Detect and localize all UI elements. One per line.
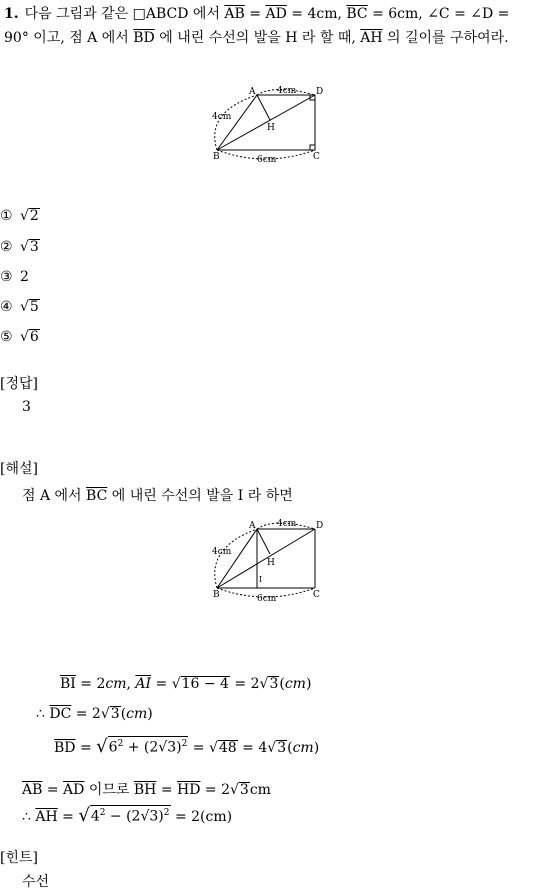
answer-label: [정답]	[0, 376, 38, 392]
choice-5[interactable]	[0, 329, 40, 345]
eq-text: )	[305, 676, 312, 692]
choice-2[interactable]	[0, 239, 40, 255]
eq-text: =	[75, 740, 97, 756]
eq-radicand: 3	[277, 740, 287, 756]
segment-bc: $\overline{BC}$	[346, 6, 368, 22]
eq-unit: cm	[284, 676, 306, 692]
segment-ad: $\overline{AD}$	[63, 782, 85, 798]
choice-radicand: 5	[29, 299, 39, 315]
eq-unit: cm	[105, 676, 127, 692]
choice-number: ⑤	[0, 329, 13, 345]
eq-text: = 4	[237, 740, 268, 756]
segment-ah: $\overline{AH}$	[35, 809, 58, 825]
eq-text: = 2	[71, 706, 101, 722]
fig1-label-left: 4cm	[212, 112, 232, 122]
answer-value: 3	[22, 399, 31, 415]
choice-1[interactable]	[0, 208, 40, 224]
eq-text: (	[287, 740, 293, 756]
eq-radicand: 3	[269, 676, 279, 692]
fig2-label-c: C	[313, 590, 320, 600]
sqrt-sign: √	[20, 239, 29, 255]
fig2-label-h: H	[267, 558, 275, 568]
eq-text: ∴	[22, 809, 36, 825]
sqrt-sign: √	[20, 208, 29, 224]
explanation-text: 에 내린 수선의 발을 I 라 하면	[107, 488, 293, 504]
eq-text: ∴	[36, 706, 50, 722]
eq-text: =	[42, 782, 64, 798]
fig2-label-top: 4cm	[277, 519, 297, 529]
explanation-label: [해설]	[0, 461, 38, 477]
figure-trapezoid-1	[205, 82, 330, 164]
choice-radicand: 2	[29, 208, 39, 224]
eq-text: =	[151, 676, 172, 692]
problem-text: = 4cm,	[286, 6, 347, 22]
eq-radicand: 3	[239, 782, 249, 798]
fig1-label-b: B	[213, 152, 220, 162]
fig2-label-bottom: 6cm	[257, 594, 277, 604]
choice-3[interactable]	[0, 269, 29, 285]
sqrt-sign: √	[259, 676, 269, 692]
segment-bd: $\overline{BD}$	[54, 740, 76, 756]
eq-unit: cm	[249, 782, 271, 798]
eq-radicand: 48	[218, 740, 237, 756]
eq-unit: cm	[126, 706, 148, 722]
eq-text: =	[188, 740, 209, 756]
choice-number: ③	[0, 269, 13, 285]
problem-statement	[4, 2, 532, 50]
eq-text: = 2	[229, 676, 260, 692]
problem-text: 에 내린 수선의 발을 H 라 할 때,	[154, 30, 361, 46]
segment-bh: $\overline{BH}$	[133, 782, 157, 798]
eq-radicand: 3	[110, 706, 120, 722]
segment-dc: $\overline{DC}$	[49, 706, 72, 722]
choice-value: 2	[20, 269, 29, 285]
hint-label: [힌트]	[0, 850, 38, 866]
eq-text: 4	[90, 809, 100, 825]
equation-bi-ai	[60, 676, 311, 692]
problem-text: 의 길이를 구하여라.	[382, 30, 509, 46]
exponent: 2	[181, 739, 188, 750]
sqrt-sign: √	[267, 740, 277, 756]
eq-text: (	[279, 676, 285, 692]
sqrt-sign: √	[100, 706, 110, 722]
figure-trapezoid-2	[205, 514, 330, 606]
sqrt-sign: √	[230, 782, 239, 798]
segment-ad: $\overline{AD}$	[265, 6, 287, 22]
eq-text: (	[120, 706, 127, 722]
explanation-intro	[22, 485, 293, 505]
sqrt-sign: √	[20, 299, 29, 315]
eq-text: √3	[158, 740, 177, 756]
fig2-label-d: D	[316, 521, 324, 531]
fig2-label-left: 4cm	[212, 547, 232, 557]
equation-dc	[36, 706, 153, 722]
problem-number: 1.	[4, 6, 19, 22]
choice-number: ②	[0, 239, 13, 255]
segment-bc: $\overline{BC}$	[86, 488, 108, 504]
segment-bi: $\overline{BI}$	[60, 676, 76, 692]
sqrt-sign: √	[171, 676, 181, 692]
segment-ah: $\overline{AH}$	[360, 30, 383, 46]
fig2-label-b: B	[213, 590, 220, 600]
choice-4[interactable]	[0, 299, 40, 315]
segment-hd: $\overline{HD}$	[177, 782, 201, 798]
problem-text: 다음 그림과 같은 □ABCD 에서	[24, 6, 225, 22]
eq-text: )	[158, 809, 164, 825]
sqrt-sign: √	[208, 740, 218, 756]
eq-text: =	[57, 809, 79, 825]
exponent: 2	[117, 739, 124, 750]
eq-radicand: 16 − 4	[181, 676, 229, 692]
eq-text: 이므로	[84, 782, 134, 798]
fig1-label-top: 4cm	[277, 86, 297, 96]
segment-ab: $\overline{AB}$	[224, 6, 245, 22]
fig1-label-bottom: 6cm	[257, 155, 277, 164]
choice-number: ④	[0, 299, 13, 315]
equation-bh-hd	[22, 779, 271, 799]
eq-text: − (2	[105, 809, 141, 825]
segment-ai: $\overline{AI}$	[135, 676, 152, 692]
eq-unit: cm	[292, 740, 314, 756]
equation-ah: ∴ $\overline{AH} = √4^2 - (2√3)^2 = 2(cm)$	[22, 805, 233, 826]
exponent: 2	[163, 808, 170, 819]
eq-text: = 2	[75, 676, 106, 692]
fig1-label-d: D	[316, 87, 324, 97]
problem-text: = 6cm, ∠C = ∠D = 90° 이고, 점 A 에서	[4, 6, 510, 46]
fig1-label-h: H	[267, 123, 275, 133]
exponent: 2	[99, 808, 106, 819]
eq-text: = 2(cm)	[170, 809, 233, 825]
eq-text: √3	[140, 809, 159, 825]
eq-text: )	[176, 740, 182, 756]
explanation-text: 점 A 에서	[22, 488, 87, 504]
segment-bd: $\overline{BD}$	[133, 30, 155, 46]
choice-number: ①	[0, 208, 13, 224]
choice-radicand: 3	[29, 239, 39, 255]
eq-text: 6	[108, 740, 118, 756]
fig1-label-a: A	[249, 87, 256, 97]
eq-text: )	[313, 740, 320, 756]
eq-text: ,	[126, 676, 136, 692]
sqrt-sign: √	[20, 329, 29, 345]
choice-radicand: 6	[29, 329, 39, 345]
hint-value: 수선	[22, 874, 50, 890]
fig2-label-a: A	[249, 521, 256, 531]
equation-bd: $\overline{BD} = √6^2 + (2√3)^2 = √48 = 4√3(cm)$	[54, 736, 320, 757]
eq-text: =	[156, 782, 178, 798]
fig2-label-i: I	[259, 575, 263, 584]
eq-text: )	[147, 706, 153, 722]
problem-text: =	[244, 6, 266, 22]
eq-text: + (2	[123, 740, 159, 756]
eq-text: = 2	[200, 782, 230, 798]
segment-ab: $\overline{AB}$	[22, 782, 43, 798]
fig1-label-c: C	[313, 152, 320, 162]
